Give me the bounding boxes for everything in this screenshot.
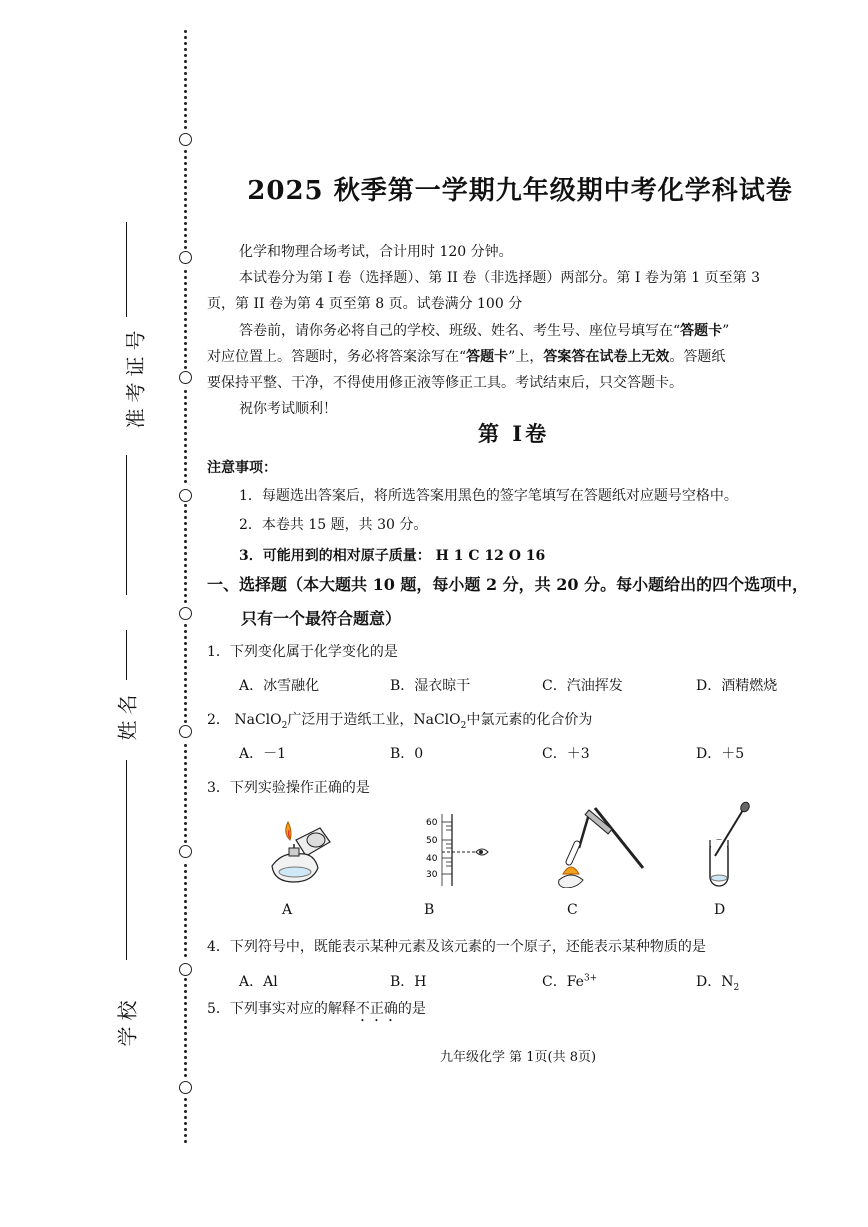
binding-dot <box>184 930 187 933</box>
binding-dot <box>184 1056 187 1059</box>
binding-dot <box>184 414 187 417</box>
q1-option-a: A．冰雪融化 <box>239 678 320 694</box>
binding-dot <box>184 1074 187 1077</box>
note-1: 1．每题选出答案后，将所选答案用黑色的签字笔填写在答题纸对应题号空格中。 <box>239 488 738 504</box>
binding-dot <box>184 222 187 225</box>
binding-dot <box>184 654 187 657</box>
q2-option-d: D．＋5 <box>696 746 745 762</box>
binding-dot <box>184 534 187 537</box>
binding-dot <box>184 912 187 915</box>
intro-line-4 <box>239 320 729 340</box>
intro-line-3: 页，第 II 卷为第 4 页至第 8 页。试卷满分 100 分 <box>207 296 523 312</box>
binding-dot <box>184 1104 187 1107</box>
binding-dot <box>184 900 187 903</box>
binding-dot <box>184 840 187 843</box>
section-title: 第 I卷 <box>478 421 550 446</box>
figure-d-dropper-tube <box>705 800 755 890</box>
binding-dot <box>184 306 187 309</box>
binding-dot <box>184 192 187 195</box>
binding-dotted-line <box>181 30 191 1150</box>
binding-dot <box>184 954 187 957</box>
answer-card-emphasis-2: 答题卡 <box>466 349 509 365</box>
binding-dot <box>184 978 187 981</box>
binding-dot <box>184 204 187 207</box>
binding-dot <box>184 798 187 801</box>
binding-dot <box>184 714 187 717</box>
binding-dot <box>184 276 187 279</box>
binding-dot <box>184 288 187 291</box>
binding-circle <box>179 251 192 264</box>
binding-dot <box>184 678 187 681</box>
binding-dot <box>184 312 187 315</box>
binding-dot <box>184 480 187 483</box>
binding-dot <box>184 1002 187 1005</box>
binding-dot <box>184 366 187 369</box>
binding-dot <box>184 774 187 777</box>
q5-stem-b: 的是 <box>397 1001 426 1017</box>
binding-dot <box>184 558 187 561</box>
binding-dot <box>184 96 187 99</box>
q5-emphasis-not-correct: 不正确 <box>355 1001 398 1017</box>
binding-dot <box>184 1098 187 1101</box>
binding-dot <box>184 78 187 81</box>
binding-dot <box>184 1128 187 1131</box>
binding-dot <box>184 468 187 471</box>
part-heading-cont: 只有一个最符合题意） <box>241 609 402 628</box>
q4-option-c-charge: 3+ <box>583 973 598 984</box>
binding-dot <box>184 108 187 111</box>
binding-dot <box>184 786 187 789</box>
binding-dot <box>184 456 187 459</box>
binding-dot <box>184 936 187 939</box>
intro-line-4-text: 答卷前，请你务必将自己的学校、班级、姓名、考生号、座位号填写在“ <box>239 323 681 339</box>
binding-dot <box>184 768 187 771</box>
note-3: 3．可能用到的相对原子质量： H 1 C 12 O 16 <box>239 548 546 564</box>
binding-dot <box>184 894 187 897</box>
binding-circle <box>179 489 192 502</box>
question-1-stem: 1．下列变化属于化学变化的是 <box>207 644 398 660</box>
binding-dot <box>184 66 187 69</box>
binding-dot <box>184 300 187 303</box>
binding-dot <box>184 114 187 117</box>
intro-line-5-mid: ”上， <box>508 349 544 365</box>
binding-dot <box>184 426 187 429</box>
binding-circle <box>179 607 192 620</box>
binding-dot <box>184 30 187 33</box>
binding-dot <box>184 54 187 57</box>
binding-dot <box>184 684 187 687</box>
binding-dot <box>184 390 187 393</box>
binding-dot <box>184 270 187 273</box>
question-2-stem <box>207 709 592 731</box>
intro-line-5-end: 。答题纸 <box>669 349 726 365</box>
q4-option-a: A．Al <box>239 974 278 990</box>
q4-option-d <box>696 971 739 993</box>
binding-dot <box>184 90 187 93</box>
binding-dot <box>184 354 187 357</box>
binding-dot <box>184 84 187 87</box>
q2-stem-a: 2． NaClO <box>207 712 282 728</box>
binding-dot <box>184 918 187 921</box>
figure-a-lamp-lighting <box>262 812 334 888</box>
binding-dot <box>184 1134 187 1137</box>
question-3-stem: 3．下列实验操作正确的是 <box>207 780 370 796</box>
q2-option-a: A．－1 <box>239 746 287 762</box>
binding-dot <box>184 780 187 783</box>
binding-dot <box>184 570 187 573</box>
binding-dot <box>184 522 187 525</box>
q2-option-b: B．0 <box>390 746 424 762</box>
binding-dot <box>184 990 187 993</box>
binding-dot <box>184 330 187 333</box>
binding-dot <box>184 1038 187 1041</box>
binding-dot <box>184 186 187 189</box>
q4-option-d-base: D．N <box>696 974 734 990</box>
binding-dot <box>184 576 187 579</box>
intro-line-6: 要保持平整、干净，不得使用修正液等修正工具。考试结束后，只交答题卡。 <box>207 375 683 391</box>
q4-option-d-sub: 2 <box>733 982 740 993</box>
binding-dot <box>184 834 187 837</box>
question-4-stem: 4．下列符号中，既能表示某种元素及该元素的一个原子，还能表示某种物质的是 <box>207 939 706 955</box>
binding-dot <box>184 474 187 477</box>
scale-tick-40: 40 <box>426 854 438 864</box>
binding-dot <box>184 216 187 219</box>
q4-option-b: B．H <box>390 974 427 990</box>
binding-dot <box>184 876 187 879</box>
binding-dot <box>184 408 187 411</box>
binding-dot <box>184 882 187 885</box>
binding-dot <box>184 246 187 249</box>
binding-circle <box>179 963 192 976</box>
binding-dot <box>184 72 187 75</box>
invalid-answer-emphasis: 答案答在试卷上无效 <box>543 349 670 365</box>
binding-dot <box>184 174 187 177</box>
binding-circle <box>179 371 192 384</box>
binding-dot <box>184 816 187 819</box>
binding-dot <box>184 720 187 723</box>
q1-option-b: B．湿衣晾干 <box>390 678 471 694</box>
figure-a-label: A <box>282 902 293 918</box>
binding-dot <box>184 864 187 867</box>
scale-tick-30: 30 <box>426 870 438 880</box>
binding-dot <box>184 348 187 351</box>
binding-circle <box>179 725 192 738</box>
binding-dot <box>184 36 187 39</box>
binding-dot <box>184 750 187 753</box>
binding-dot <box>184 906 187 909</box>
binding-dot <box>184 666 187 669</box>
binding-dot <box>184 1014 187 1017</box>
binding-dot <box>184 636 187 639</box>
binding-dot <box>184 420 187 423</box>
binding-dot <box>184 744 187 747</box>
binding-dot <box>184 702 187 705</box>
intro-line-7: 祝你考试顺利！ <box>239 401 337 417</box>
binding-dot <box>184 168 187 171</box>
name-label: 姓名 <box>115 688 140 741</box>
binding-dot <box>184 180 187 183</box>
binding-dot <box>184 516 187 519</box>
figure-b-label: B <box>424 902 435 918</box>
binding-dot <box>184 1122 187 1125</box>
binding-dot <box>184 294 187 297</box>
binding-dot <box>184 462 187 465</box>
intro-line-2: 本试卷分为第 I 卷（选择题）、第 II 卷（非选择题）两部分。第 I 卷为第 1 页至第 3 <box>239 270 760 286</box>
binding-dot <box>184 552 187 555</box>
binding-dot <box>184 942 187 945</box>
binding-dot <box>184 504 187 507</box>
scale-tick-60: 60 <box>426 818 438 828</box>
binding-circle <box>179 1081 192 1094</box>
binding-dot <box>184 660 187 663</box>
binding-dot <box>184 756 187 759</box>
exam-number-label: 准考证号 <box>123 324 148 429</box>
binding-dot <box>184 360 187 363</box>
binding-dot <box>184 150 187 153</box>
binding-dot <box>184 948 187 951</box>
binding-dot <box>184 402 187 405</box>
q2-sub-1: 2 <box>281 720 288 731</box>
binding-dot <box>184 210 187 213</box>
binding-dot <box>184 396 187 399</box>
binding-dot <box>184 48 187 51</box>
binding-dot <box>184 762 187 765</box>
binding-dot <box>184 540 187 543</box>
binding-circle <box>179 133 192 146</box>
binding-dot <box>184 1044 187 1047</box>
binding-dot <box>184 342 187 345</box>
q2-stem-b: 广泛用于造纸工业，NaClO <box>287 712 461 728</box>
binding-dot <box>184 42 187 45</box>
page-footer: 九年级化学 第 1页(共 8页) <box>440 1050 597 1065</box>
binding-dot <box>184 120 187 123</box>
q1-option-d: D．酒精燃烧 <box>696 678 778 694</box>
binding-dot <box>184 1068 187 1071</box>
binding-dot <box>184 102 187 105</box>
binding-dot <box>184 198 187 201</box>
binding-dot <box>184 162 187 165</box>
binding-dot <box>184 234 187 237</box>
q2-option-c: C．＋3 <box>542 746 590 762</box>
notes-title: 注意事项： <box>207 460 277 476</box>
binding-dot <box>184 240 187 243</box>
figure-b-cylinder-reading <box>420 812 490 888</box>
note-2: 2．本卷共 15 题，共 30 分。 <box>239 517 428 533</box>
binding-dot <box>184 438 187 441</box>
intro-line-5-text: 对应位置上。答题时，务必将答案涂写在“ <box>207 349 467 365</box>
binding-dot <box>184 870 187 873</box>
binding-circle <box>179 845 192 858</box>
binding-dot <box>184 600 187 603</box>
binding-dot <box>184 564 187 567</box>
binding-dot <box>184 984 187 987</box>
binding-dot <box>184 582 187 585</box>
binding-dot <box>184 336 187 339</box>
question-5-stem <box>207 998 426 1025</box>
q4-option-c <box>542 971 597 991</box>
binding-dot <box>184 624 187 627</box>
binding-dot <box>184 1110 187 1113</box>
binding-dot <box>184 588 187 591</box>
binding-dot <box>184 804 187 807</box>
exam-title: 2025 秋季第一学期九年级期中考化学科试卷 <box>247 176 793 206</box>
binding-dot <box>184 528 187 531</box>
binding-dot <box>184 324 187 327</box>
binding-dot <box>184 1116 187 1119</box>
q5-stem-a: 5．下列事实对应的解释 <box>207 1001 356 1017</box>
binding-dot <box>184 822 187 825</box>
binding-dot <box>184 1020 187 1023</box>
binding-dot <box>184 156 187 159</box>
binding-dot <box>184 432 187 435</box>
binding-dot <box>184 318 187 321</box>
q2-stem-c: 中氯元素的化合价为 <box>466 712 593 728</box>
binding-dot <box>184 648 187 651</box>
answer-card-emphasis-1: 答题卡 <box>680 323 723 339</box>
binding-dot <box>184 1140 187 1143</box>
figure-c-heating-tube <box>555 804 647 888</box>
binding-dot <box>184 546 187 549</box>
figure-c-label: C <box>567 902 578 918</box>
binding-dot <box>184 696 187 699</box>
binding-dot <box>184 450 187 453</box>
binding-dot <box>184 228 187 231</box>
figure-d-label: D <box>714 902 726 918</box>
binding-dot <box>184 126 187 129</box>
binding-dot <box>184 642 187 645</box>
part-heading: 一、选择题（本大题共 10 题，每小题 2 分，共 20 分。每小题给出的四个选项中， <box>207 575 809 594</box>
q2-sub-2: 2 <box>460 720 467 731</box>
binding-dot <box>184 1026 187 1029</box>
binding-dot <box>184 282 187 285</box>
binding-dot <box>184 1062 187 1065</box>
binding-dot <box>184 924 187 927</box>
intro-line-5 <box>207 346 725 366</box>
binding-dot <box>184 708 187 711</box>
binding-dot <box>184 996 187 999</box>
binding-dot <box>184 444 187 447</box>
q1-option-c: C．汽油挥发 <box>542 678 623 694</box>
intro-line-1: 化学和物理合场考试，合计用时 120 分钟。 <box>239 244 513 260</box>
binding-dot <box>184 690 187 693</box>
binding-dot <box>184 1050 187 1053</box>
binding-dot <box>184 630 187 633</box>
binding-dot <box>184 510 187 513</box>
intro-quote-close: ” <box>722 323 730 339</box>
binding-dot <box>184 888 187 891</box>
binding-dot <box>184 828 187 831</box>
binding-dot <box>184 1032 187 1035</box>
binding-dot <box>184 1008 187 1011</box>
binding-dot <box>184 792 187 795</box>
binding-dot <box>184 672 187 675</box>
scale-tick-50: 50 <box>426 836 438 846</box>
q4-option-c-base: C．Fe <box>542 974 584 990</box>
binding-dot <box>184 810 187 813</box>
binding-dot <box>184 594 187 597</box>
binding-dot <box>184 60 187 63</box>
school-label: 学校 <box>115 994 140 1047</box>
